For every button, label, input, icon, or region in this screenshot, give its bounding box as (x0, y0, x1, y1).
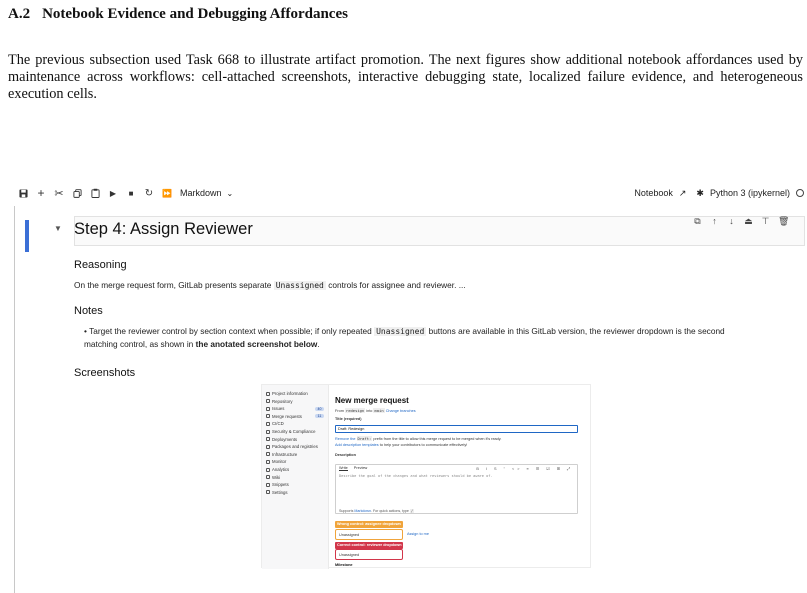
sidebar-item-label: Settings (272, 489, 288, 495)
notes-heading: Notes (74, 305, 103, 317)
sidebar-item[interactable] (266, 444, 318, 449)
section-number: A.2 (8, 6, 31, 22)
merge-request-title: New merge request (335, 396, 409, 405)
supports-code: / (410, 509, 414, 513)
sidebar-item[interactable] (266, 437, 297, 442)
template-link[interactable]: Add description templates (335, 443, 379, 447)
deploy-icon (266, 437, 270, 441)
cut-icon[interactable]: ✂ (54, 187, 64, 200)
sidebar-item[interactable] (266, 490, 288, 495)
into-branch: main (374, 408, 384, 413)
section-paragraph: The previous subsection used Task 668 to illustrate artifact promotion. The next figures show additional notebook affordances used by maintenance across workflows: cell-attached screenshots, interactive debugging state, localized failure evidence, and heterogeneous execution cells. (8, 52, 803, 102)
snippet-icon (266, 483, 270, 487)
notebook-figure (14, 180, 807, 593)
sidebar-item-label: Analytics (272, 467, 290, 472)
sidebar-item[interactable] (266, 452, 297, 457)
note-end: . (317, 339, 320, 349)
editor-toolbar[interactable]: B I S " <> ≡ ☰ ☑ ⊞ ⤢ (476, 467, 573, 471)
move-up-icon[interactable]: ↑ (712, 216, 717, 226)
bug-icon[interactable]: ✱ (696, 187, 704, 198)
note-bold: the anotated screenshot below (195, 339, 318, 349)
sidebar-item-label: Packages and registries (272, 444, 318, 450)
section-title: Notebook Evidence and Debugging Affordances (42, 6, 348, 22)
sidebar-item-label: Monitor (272, 459, 287, 465)
monitor-icon (266, 460, 270, 464)
chevron-down-icon: ⌄ (226, 188, 234, 198)
cell-actions (693, 216, 790, 227)
wrong-control-annotation: Wrong control: assignee dropdown (335, 521, 403, 528)
step-title: Step 4: Assign Reviewer (74, 220, 253, 238)
notebook-label[interactable]: Notebook (634, 188, 673, 198)
note-code: Unassigned (376, 327, 425, 336)
change-branches-link[interactable]: Change branches (385, 409, 416, 413)
package-icon (266, 445, 270, 449)
draft-note (335, 436, 501, 441)
add-cell-icon[interactable]: + (37, 186, 45, 200)
editor-tabs (339, 466, 367, 471)
stop-icon[interactable]: ■ (128, 188, 134, 198)
sidebar-item-label: Snippets (272, 482, 289, 488)
run-icon[interactable]: ▶ (109, 188, 117, 198)
infra-icon (266, 452, 270, 456)
gitlab-sidebar (262, 385, 329, 569)
draft-note-post: prefix from the title to allow this merge request to be merged when it's ready. (373, 437, 502, 441)
duplicate-cell-icon[interactable]: ⧉ (694, 216, 701, 226)
notebook-toolbar (14, 180, 807, 206)
reasoning-code: Unassigned (275, 281, 324, 290)
assignee-dropdown[interactable]: Unassigned (335, 529, 403, 540)
sidebar-item[interactable] (266, 482, 289, 487)
reasoning-text-pre: On the merge request form, GitLab presents separate (74, 280, 272, 290)
merge-icon (266, 414, 270, 418)
tab-write[interactable]: Write (339, 466, 348, 470)
into-text: into (366, 409, 373, 413)
section-heading (8, 6, 348, 23)
sidebar-item[interactable] (266, 399, 293, 404)
save-icon[interactable] (14, 180, 32, 206)
correct-control-annotation: Correct control: reviewer dropdown (337, 543, 402, 547)
restart-icon[interactable]: ↻ (144, 187, 154, 199)
cell-type-value: Markdown (180, 188, 222, 198)
insert-below-icon[interactable]: ⊤ (761, 216, 770, 226)
sidebar-item[interactable] (266, 421, 284, 426)
description-label: Description (335, 453, 356, 457)
active-cell-indicator (25, 220, 29, 252)
sidebar-item-label: CI/CD (272, 421, 284, 427)
info-icon (266, 392, 270, 396)
reasoning-heading: Reasoning (74, 259, 127, 271)
sidebar-item[interactable] (266, 467, 289, 472)
description-placeholder: Describe the goal of the changes and what reviewers should be aware of. (339, 474, 493, 478)
sidebar-item[interactable] (266, 414, 302, 419)
sidebar-item[interactable] (266, 429, 315, 434)
sidebar-item[interactable] (266, 406, 284, 411)
attached-screenshot (261, 384, 591, 568)
title-input[interactable]: Draft: Redesign (335, 425, 578, 433)
note-text-mid: buttons are available in this GitLab version, the reviewer dropdown is the second matching control, as shown in (84, 326, 725, 349)
shield-icon (266, 430, 270, 434)
cell-type-select[interactable] (176, 180, 233, 206)
sidebar-item[interactable] (266, 391, 308, 396)
sidebar-item[interactable] (266, 475, 280, 480)
sidebar-item[interactable] (266, 459, 286, 464)
count-badge: 11 (315, 414, 324, 418)
draft-code: Draft: (357, 436, 372, 441)
reasoning-text-post: controls for assignee and reviewer. ... (328, 280, 466, 290)
chart-icon (266, 468, 270, 472)
from-text: From (335, 409, 344, 413)
template-note-post: to help your contributors to communicate effectively! (379, 443, 468, 447)
milestone-label: Milestone (335, 563, 353, 567)
external-link-icon[interactable]: ↗ (678, 187, 687, 198)
toolbar-right (634, 180, 804, 206)
collapse-chevron-icon[interactable]: ▼ (54, 224, 62, 233)
repo-icon (266, 399, 270, 403)
reasoning-text (74, 279, 466, 292)
gear-icon (266, 490, 270, 494)
notes-bullet: • Target the reviewer control by section context when possible; if only repeated Unassigned buttons are available in this GitLab version, the reviewer dropdown is the second matching control, as shown in the anotated screenshot below. (84, 326, 725, 349)
sidebar-item-label: Deployments (272, 436, 298, 442)
issues-icon (266, 407, 270, 411)
notebook-left-rule (14, 206, 15, 593)
draft-note-pre[interactable]: Remove the (335, 437, 356, 441)
assign-to-me-link[interactable]: Assign to me (407, 532, 429, 536)
note-text-pre: Target the reviewer control by section context when possible; if only repeated (89, 326, 372, 336)
paste-icon[interactable] (86, 180, 104, 206)
supports-pre: Supports (339, 509, 354, 513)
count-badge: 40 (315, 407, 324, 411)
copy-icon[interactable] (68, 180, 86, 206)
kernel-label[interactable]: Python 3 (ipykernel) (709, 188, 790, 198)
sidebar-item-label: Project information (272, 391, 308, 396)
template-note (335, 443, 467, 447)
sidebar-item-label: Infrastructure (272, 451, 298, 457)
supports-post: . For quick actions, type (370, 509, 409, 513)
from-branch: redesign (345, 408, 365, 413)
title-label: Title (required) (335, 417, 362, 421)
kernel-status-icon (796, 189, 804, 197)
sidebar-item-label: Security & Compliance (272, 429, 316, 434)
rocket-icon (266, 422, 270, 426)
fast-forward-icon[interactable]: ⏩ (162, 188, 172, 198)
sidebar-item-label: Merge requests (272, 413, 302, 419)
insert-above-icon[interactable]: ⏏ (744, 216, 753, 226)
move-down-icon[interactable]: ↓ (729, 216, 734, 226)
sidebar-item-label: Repository (272, 398, 293, 404)
description-editor[interactable] (335, 464, 578, 514)
supports-note (339, 509, 414, 513)
branch-line (335, 408, 416, 413)
delete-cell-icon[interactable]: 🗑 (778, 216, 790, 226)
reviewer-dropdown[interactable]: Unassigned (335, 549, 403, 560)
wiki-icon (266, 475, 270, 479)
tab-preview[interactable]: Preview (353, 466, 368, 470)
markdown-link[interactable]: Markdown (354, 509, 371, 513)
screenshots-heading: Screenshots (74, 367, 136, 379)
sidebar-item-label: Wiki (272, 474, 281, 480)
sidebar-item-label: Issues (272, 406, 285, 412)
